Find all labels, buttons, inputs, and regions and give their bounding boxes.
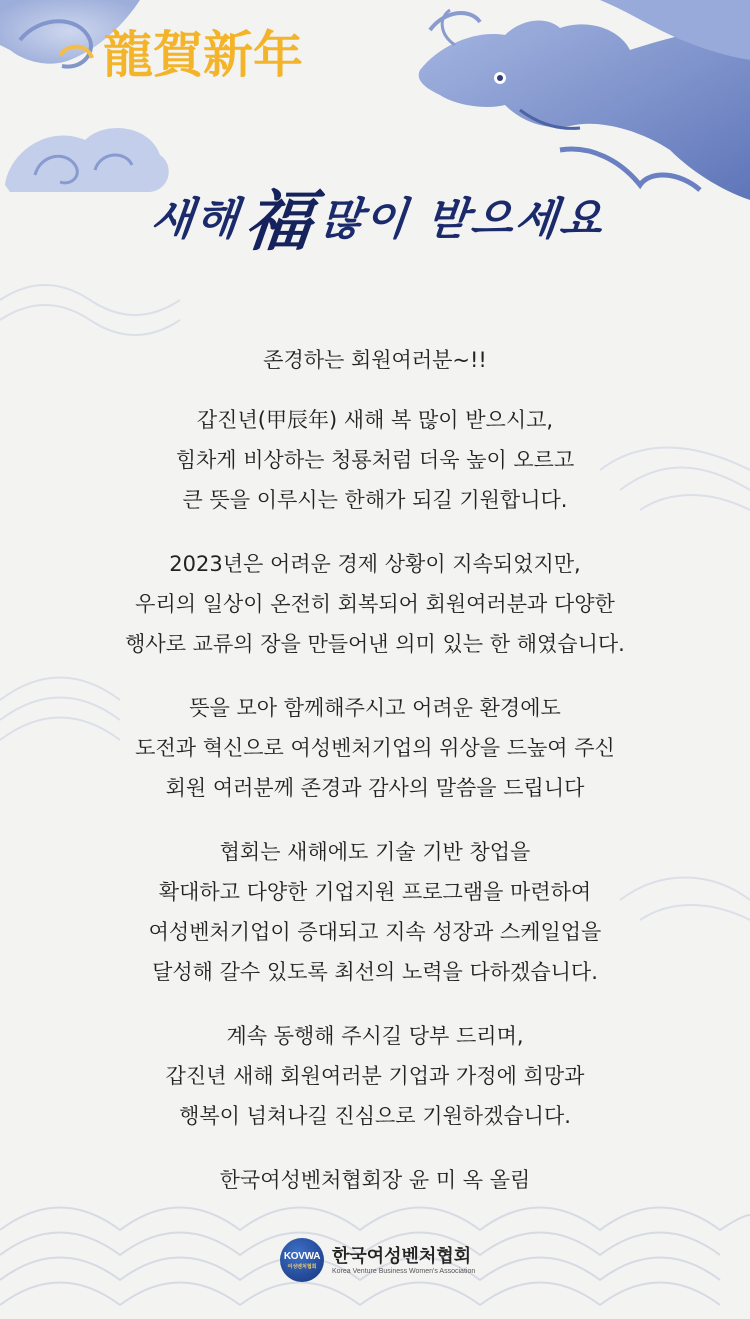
letter-paragraph-3 <box>40 688 710 808</box>
letter-line: 2023년은 어려운 경제 상황이 지속되었지만, <box>169 552 581 576</box>
letter-line: 갑진년(甲辰年) 새해 복 많이 받으시고, <box>196 408 554 432</box>
letter-line: 행복이 넘쳐나길 진심으로 기원하겠습니다. <box>179 1104 571 1128</box>
cloud-swirl-left <box>5 128 169 192</box>
association-logo <box>280 1238 475 1282</box>
letter-line: 행사로 교류의 장을 만들어낸 의미 있는 한 해였습니다. <box>125 632 625 656</box>
letter-line: 협회는 새해에도 기술 기반 창업을 <box>219 840 531 864</box>
letter-line: 큰 뜻을 이루시는 한해가 되길 기원합니다. <box>182 488 568 512</box>
letter-line: 여성벤처기업이 증대되고 지속 성장과 스케일업을 <box>148 920 602 944</box>
letter-line: 도전과 혁신으로 여성벤처기업의 위상을 드높여 주신 <box>135 736 615 760</box>
logo-name-korean: 한국여성벤처협회 <box>332 1245 472 1267</box>
calligraphy-greeting <box>130 181 626 260</box>
logo-name-english: Korea Venture Business Women's Association <box>332 1267 476 1275</box>
calligraphy-before: 새해 <box>148 194 243 245</box>
letter-greeting: 존경하는 회원여러분~!! <box>263 348 487 372</box>
letter-paragraph-5 <box>40 1016 710 1136</box>
letter-line: 우리의 일상이 온전히 회복되어 회원여러분과 다양한 <box>135 592 615 616</box>
hanja-title: 龍賀新年 <box>103 25 303 84</box>
letter-line: 확대하고 다양한 기업지원 프로그램을 마련하여 <box>158 880 592 904</box>
letter-line: 회원 여러분께 존경과 감사의 말씀을 드립니다 <box>165 776 585 800</box>
dragon-illustration <box>419 0 750 200</box>
letter-line: 뜻을 모아 함께해주시고 어려운 환경에도 <box>189 696 561 720</box>
letter-paragraph-4 <box>40 832 710 992</box>
letter-signature: 한국여성벤처협회장 윤 미 옥 올림 <box>219 1168 531 1192</box>
greeting-letter <box>40 340 710 1200</box>
calligraphy-fu-character: 福 <box>241 181 318 260</box>
logo-badge-subtext: 여성벤처협회 <box>287 1263 317 1270</box>
calligraphy-after: 많이 받으세요 <box>317 194 607 245</box>
logo-text <box>332 1246 475 1275</box>
letter-line: 힘차게 비상하는 청룡처럼 더욱 높이 오르고 <box>175 448 575 472</box>
letter-paragraph-1 <box>40 400 710 520</box>
letter-line: 달성해 갈수 있도록 최선의 노력을 다하겠습니다. <box>152 960 598 984</box>
logo-abbreviation: KOVWA <box>283 1250 321 1262</box>
letter-line: 계속 동행해 주시길 당부 드리며, <box>226 1024 524 1048</box>
logo-badge-icon <box>280 1238 324 1282</box>
letter-line: 갑진년 새해 회원여러분 기업과 가정에 희망과 <box>165 1064 585 1088</box>
letter-paragraph-2 <box>40 544 710 664</box>
